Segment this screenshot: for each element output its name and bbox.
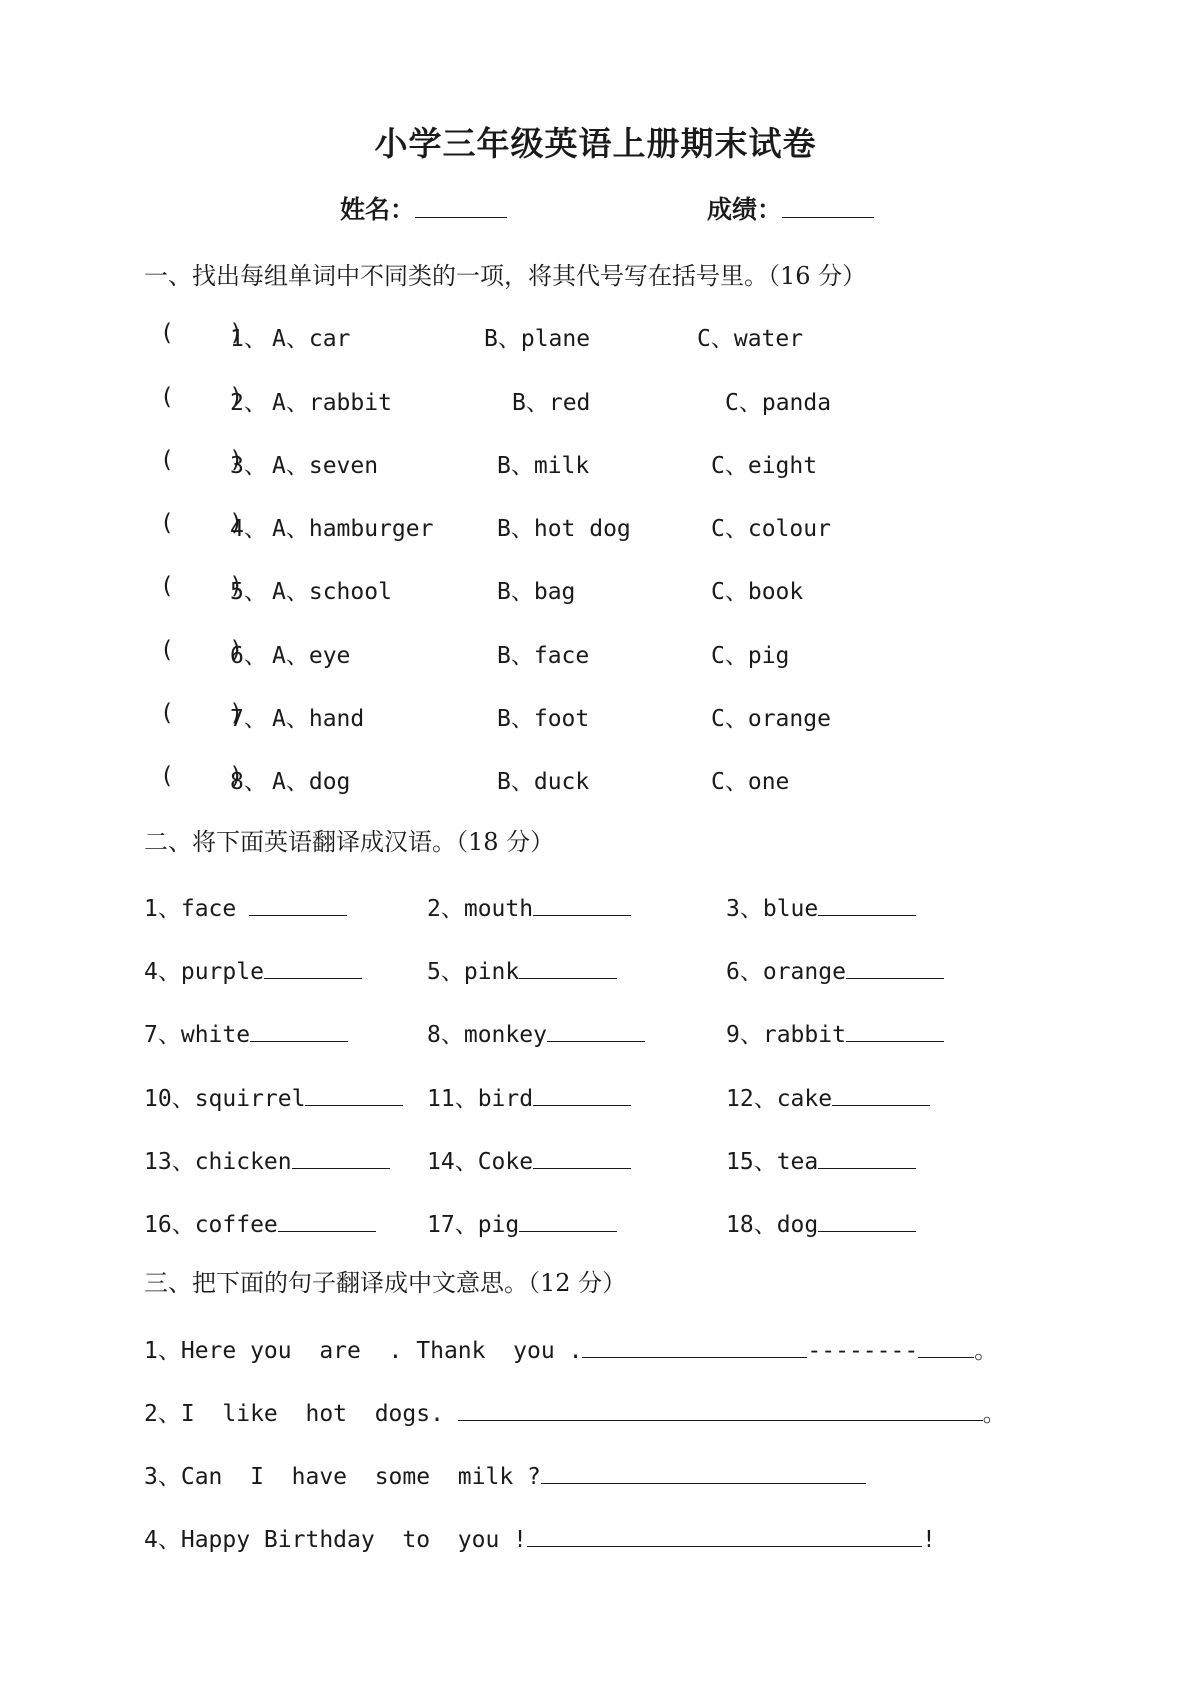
option-a: A、school <box>272 579 392 605</box>
option-a: A、car <box>272 326 351 352</box>
answer-blank[interactable] <box>918 1334 974 1358</box>
page-title: 小学三年级英语上册期末试卷 <box>374 124 817 163</box>
answer-blank[interactable] <box>533 1145 631 1169</box>
option-c: C、colour <box>711 516 831 542</box>
vocab-item <box>427 1143 631 1176</box>
vocab-word: 7、white <box>144 1022 251 1048</box>
sentence-end-mark: 。 <box>982 1401 1006 1427</box>
option-b: B、bag <box>497 579 576 605</box>
option-c: C、water <box>697 326 804 352</box>
option-a: A、dog <box>272 769 351 795</box>
name-field <box>340 190 507 226</box>
question-number: 3、 <box>230 453 267 479</box>
answer-paren[interactable]: ( ) <box>160 637 244 663</box>
vocab-word: 6、orange <box>726 959 846 985</box>
vocab-word: 4、purple <box>144 959 264 985</box>
answer-blank[interactable] <box>832 1082 930 1106</box>
answer-blank[interactable] <box>547 1018 645 1042</box>
vocab-item <box>144 953 362 986</box>
vocab-word: 12、cake <box>726 1086 833 1112</box>
option-a: A、hamburger <box>272 516 434 542</box>
vocab-item <box>144 1080 403 1113</box>
vocab-item <box>726 1080 930 1113</box>
answer-blank[interactable] <box>250 1018 348 1042</box>
vocab-word: 3、blue <box>726 896 819 922</box>
vocab-word: 2、mouth <box>427 896 534 922</box>
answer-blank[interactable] <box>519 955 617 979</box>
sentence-end-mark: 。 <box>974 1338 998 1364</box>
vocab-item <box>144 1206 376 1239</box>
answer-blank[interactable] <box>541 1460 866 1484</box>
answer-blank[interactable] <box>582 1334 807 1358</box>
answer-blank[interactable] <box>292 1145 390 1169</box>
option-b: B、milk <box>497 453 590 479</box>
section1-heading: 一、找出每组单词中不同类的一项，将其代号写在括号里。（16 分） <box>144 262 867 290</box>
vocab-item <box>144 1143 390 1176</box>
sentence-text: 1、Here you are . Thank you . <box>144 1338 583 1364</box>
vocab-word: 13、chicken <box>144 1149 292 1175</box>
dash-separator: -------- <box>807 1338 919 1364</box>
answer-blank[interactable] <box>818 892 916 916</box>
vocab-item <box>726 890 916 923</box>
option-b: B、face <box>497 643 590 669</box>
option-a: A、eye <box>272 643 351 669</box>
answer-blank[interactable] <box>264 955 362 979</box>
vocab-item <box>427 890 631 923</box>
name-blank[interactable] <box>415 192 507 218</box>
option-b: B、foot <box>497 706 590 732</box>
vocab-item <box>427 953 617 986</box>
answer-paren[interactable]: ( ) <box>160 700 244 726</box>
answer-paren[interactable]: ( ) <box>160 573 244 599</box>
vocab-word: 11、bird <box>427 1086 534 1112</box>
question-number: 8、 <box>230 769 267 795</box>
option-c: C、book <box>711 579 804 605</box>
answer-paren[interactable]: ( ) <box>160 763 244 789</box>
vocab-item <box>726 953 944 986</box>
option-b: B、hot dog <box>497 516 631 542</box>
vocab-word: 5、pink <box>427 959 520 985</box>
answer-paren[interactable]: ( ) <box>160 447 244 473</box>
option-b: B、duck <box>497 769 590 795</box>
answer-blank[interactable] <box>846 1018 944 1042</box>
option-a: A、hand <box>272 706 365 732</box>
answer-blank[interactable] <box>249 892 347 916</box>
answer-blank[interactable] <box>527 1523 922 1547</box>
vocab-item <box>726 1206 916 1239</box>
answer-blank[interactable] <box>278 1208 376 1232</box>
section3-heading: 三、把下面的句子翻译成中文意思。（12 分） <box>144 1269 627 1297</box>
answer-blank[interactable] <box>818 1145 916 1169</box>
vocab-item <box>726 1143 916 1176</box>
vocab-word: 14、Coke <box>427 1149 534 1175</box>
sentence-text: 2、I like hot dogs. <box>144 1401 458 1427</box>
question-number: 1、 <box>230 326 267 352</box>
vocab-item <box>427 1206 617 1239</box>
question-number: 2、 <box>230 390 267 416</box>
answer-blank[interactable] <box>458 1397 983 1421</box>
answer-paren[interactable]: ( ) <box>160 320 244 346</box>
score-label: 成绩： <box>707 195 783 224</box>
sentence-text: 4、Happy Birthday to you ! <box>144 1527 528 1553</box>
answer-blank[interactable] <box>818 1208 916 1232</box>
score-blank[interactable] <box>782 192 874 218</box>
vocab-word: 9、rabbit <box>726 1022 846 1048</box>
score-field <box>707 190 874 226</box>
sentence-row <box>144 1521 936 1554</box>
question-number: 5、 <box>230 579 267 605</box>
vocab-word: 17、pig <box>427 1212 520 1238</box>
option-a: A、seven <box>272 453 379 479</box>
answer-blank[interactable] <box>533 892 631 916</box>
sentence-text: 3、Can I have some milk ? <box>144 1464 541 1490</box>
vocab-word: 1、face <box>144 896 237 922</box>
question-number: 6、 <box>230 643 267 669</box>
vocab-item <box>427 1080 631 1113</box>
option-c: C、eight <box>711 453 818 479</box>
vocab-item <box>144 1016 348 1049</box>
vocab-item <box>144 890 347 923</box>
vocab-item <box>726 1016 944 1049</box>
vocab-word: 15、tea <box>726 1149 819 1175</box>
vocab-word: 18、dog <box>726 1212 819 1238</box>
option-c: C、orange <box>711 706 831 732</box>
option-c: C、pig <box>711 643 790 669</box>
section2-heading: 二、将下面英语翻译成汉语。（18 分） <box>144 828 555 856</box>
vocab-item <box>427 1016 645 1049</box>
answer-blank[interactable] <box>533 1082 631 1106</box>
answer-blank[interactable] <box>305 1082 403 1106</box>
answer-paren[interactable]: ( ) <box>160 510 244 536</box>
sentence-row <box>144 1332 997 1365</box>
option-c: C、one <box>711 769 790 795</box>
sentence-end-mark: ! <box>922 1527 936 1553</box>
answer-blank[interactable] <box>846 955 944 979</box>
question-number: 4、 <box>230 516 267 542</box>
vocab-word: 8、monkey <box>427 1022 547 1048</box>
vocab-word: 10、squirrel <box>144 1086 306 1112</box>
option-b: B、red <box>512 390 591 416</box>
name-label: 姓名： <box>340 195 416 224</box>
answer-blank[interactable] <box>519 1208 617 1232</box>
option-a: A、rabbit <box>272 390 392 416</box>
vocab-word: 16、coffee <box>144 1212 278 1238</box>
sentence-row <box>144 1458 866 1491</box>
answer-paren[interactable]: ( ) <box>160 384 244 410</box>
sentence-row <box>144 1395 1006 1428</box>
option-c: C、panda <box>725 390 832 416</box>
question-number: 7、 <box>230 706 267 732</box>
option-b: B、plane <box>484 326 591 352</box>
